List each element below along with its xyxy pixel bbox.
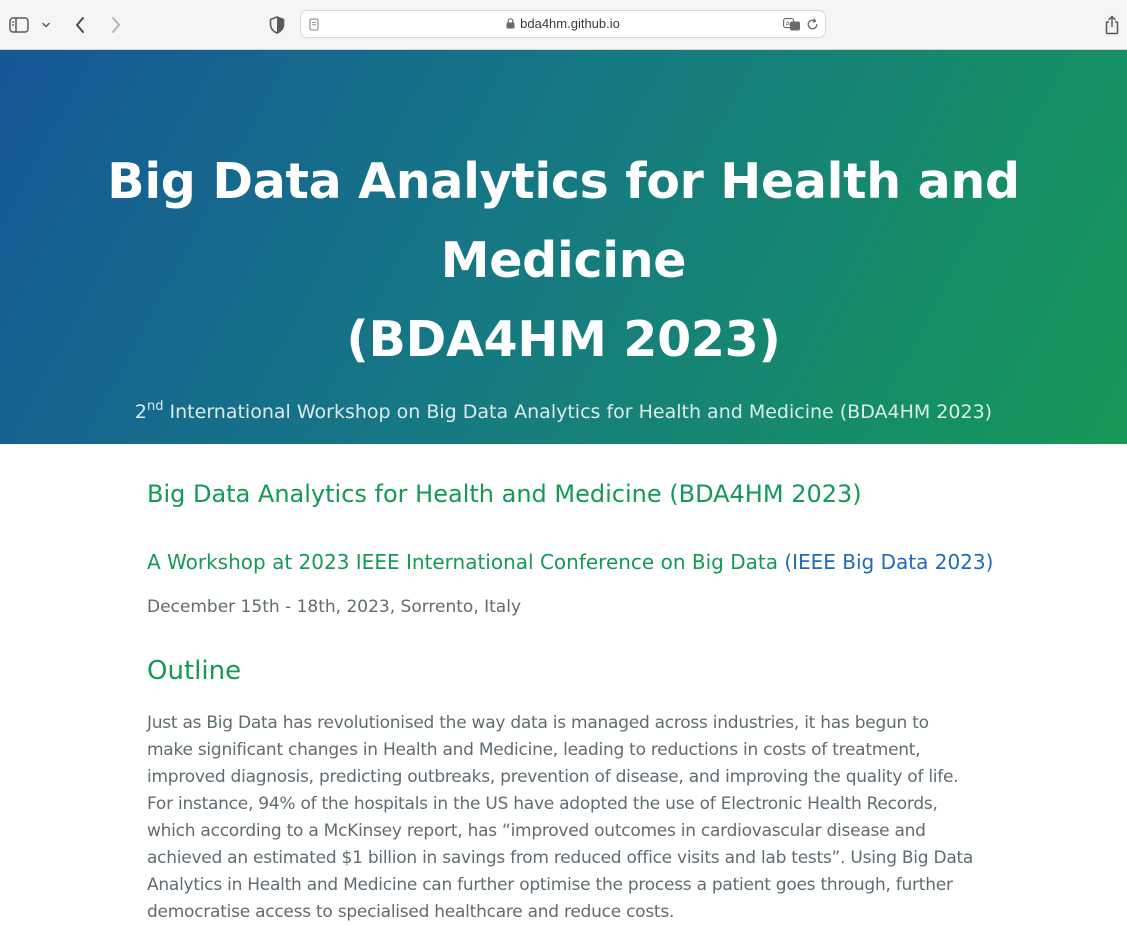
subheading-text: A Workshop at 2023 IEEE International Conference on Big Data [147,550,785,574]
workshop-subheading [147,550,993,574]
project-tagline [0,401,1127,423]
tagline-ordinal-suffix: nd [147,399,164,414]
lock-icon [506,18,515,29]
url-text: bda4hm.github.io [520,16,620,31]
workshop-dates: December 15th - 18th, 2023, Sorrento, Italy [147,597,522,617]
share-button[interactable] [1100,0,1124,50]
workshop-heading: Big Data Analytics for Health and Medicine (BDA4HM 2023) [147,480,862,508]
shield-icon [269,16,285,34]
browser-toolbar [0,0,1127,50]
tagline-text: International Workshop on Big Data Analytics for Health and Medicine (BDA4HM 2023) [163,401,993,423]
chevron-right-icon [110,16,122,34]
tab-group-menu-button[interactable] [38,0,54,50]
chevron-left-icon [74,16,86,34]
sidebar-icon [9,17,29,33]
page-title-line-2: (BDA4HM 2023) [346,311,781,368]
ieee-big-data-link[interactable]: (IEEE Big Data 2023) [784,550,994,574]
sidebar-toggle-button[interactable] [6,0,32,50]
outline-paragraph: Just as Big Data has revolutionised the way data is managed across industries, it has begun to make significant changes in Health and Medicine, leading to reductions in costs of treatment, improved diagnosis, predicting outbreaks, prevention of disease, and improving the quality of life. For instance, 94% of the hospitals in the US have adopted the use of Electronic Health Records, which according to a McKinsey report, has “improved outcomes in cardiovascular disease and achieved an estimated $1 billion in savings from reduced office visits and lab tests”. Using Big Data Analytics in Health and Medicine can further optimise the process a patient goes through, further democratise access to specialised healthcare and reduce costs. [147,713,974,922]
address-bar[interactable] [300,10,826,38]
translate-icon[interactable] [783,18,801,31]
page-title [0,50,1127,379]
forward-button[interactable] [104,0,128,50]
share-icon [1104,15,1120,35]
back-button[interactable] [68,0,92,50]
chevron-down-icon [41,21,51,29]
tagline-ordinal-number: 2 [134,401,147,423]
privacy-report-button[interactable] [266,0,288,50]
svg-text:A: A [785,19,791,28]
reload-icon[interactable] [806,18,819,31]
page-title-line-1: Big Data Analytics for Health and Medicine [107,153,1020,289]
url-text-container [301,11,825,37]
outline-heading: Outline [147,656,242,686]
hero-banner [0,50,1127,444]
